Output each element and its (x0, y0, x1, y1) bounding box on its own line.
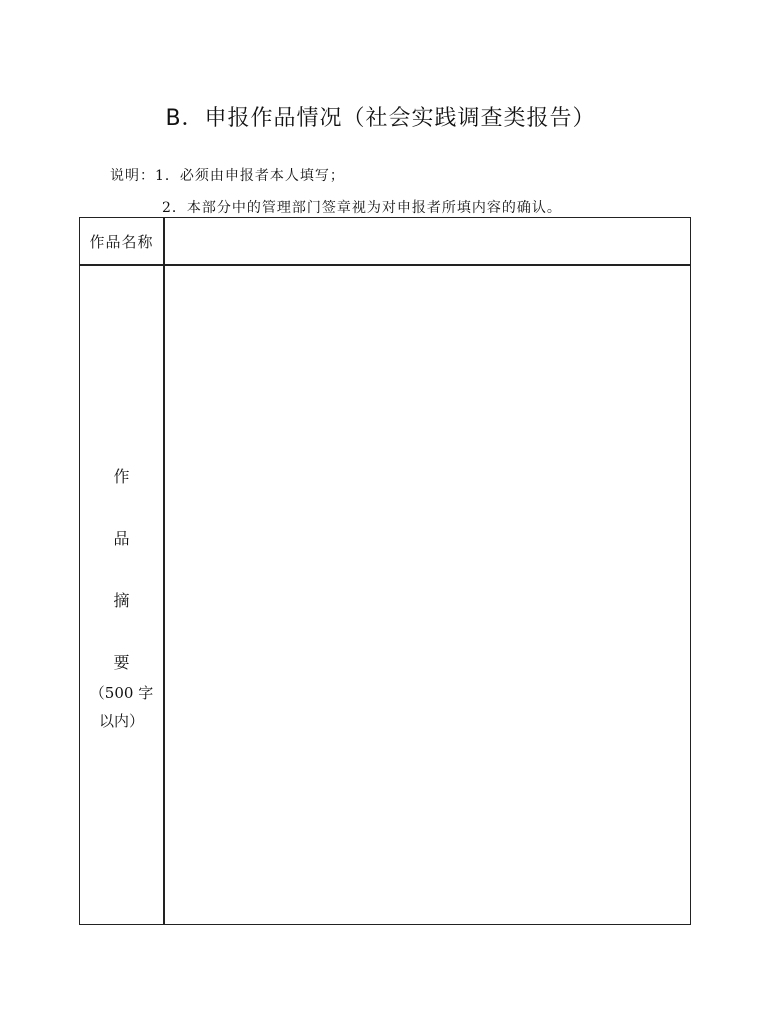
instruction-line-1: 说明：1．必须由申报者本人填写； (110, 168, 345, 184)
column-divider (163, 218, 165, 924)
page-title: B．申报作品情况（社会实践调查类报告） (165, 106, 596, 131)
instruction-line-2: 2．本部分中的管理部门签章视为对申报者所填内容的确认。 (162, 200, 562, 216)
abstract-label-char: 摘 (113, 591, 130, 610)
work-name-label: 作品名称 (89, 232, 154, 251)
abstract-label-char: 品 (113, 529, 130, 548)
work-abstract-label (80, 266, 163, 924)
abstract-label-char: 要 (113, 653, 130, 672)
row-divider (80, 264, 690, 266)
abstract-length-note: （500 字 (89, 684, 154, 702)
application-form-table (79, 217, 691, 925)
work-abstract-field[interactable] (166, 267, 688, 922)
abstract-label-char: 作 (113, 467, 130, 486)
abstract-length-note-cont: 以内） (98, 712, 144, 730)
work-name-field[interactable] (166, 218, 686, 264)
